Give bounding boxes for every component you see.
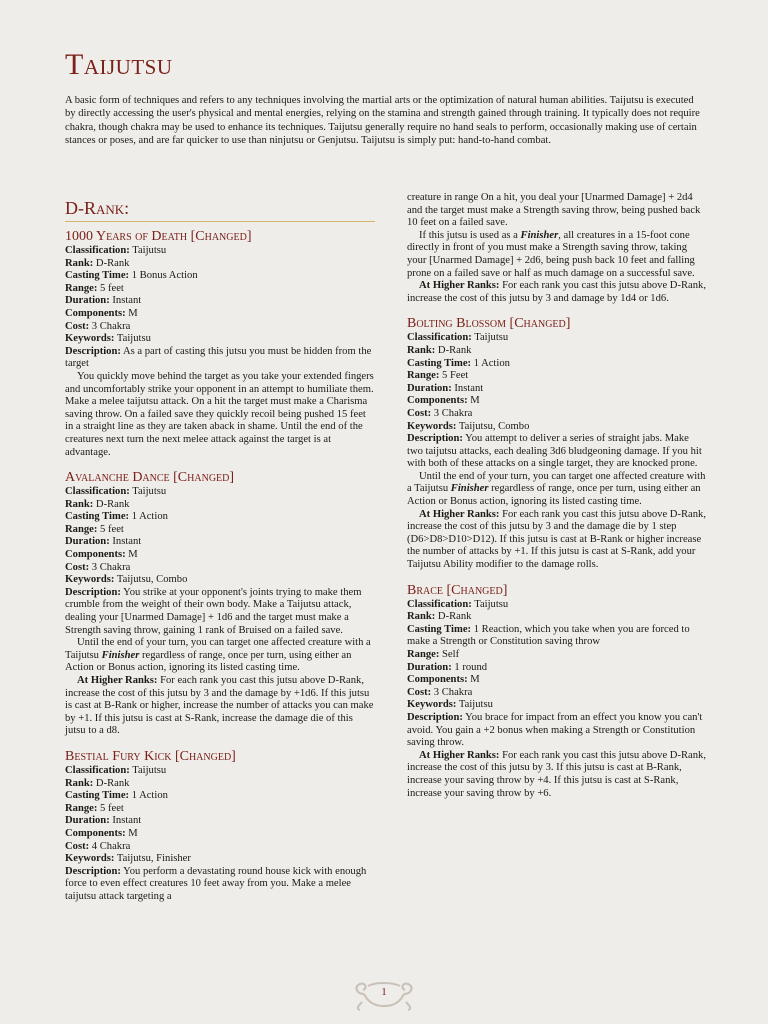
jutsu-entry [407,582,707,801]
page-number: 1 [381,986,387,998]
field-description: Description: You perform a devastating round house kick with enough force to even effect creatures 10 feet away from you. Make a melee taijutsu attack targeting a [65,865,367,902]
field-casting-time: Casting Time: 1 Action [407,357,510,369]
field-description: Description: You strike at your opponent's joints trying to make them crumble from the weight of their own body. Make a Taijutsu attack, dealing your [Unarmed Damage] + 1d6 and the target must make a Strength saving throw, gaining 1 rank of Bruised on a failed save. [65,586,362,636]
field-duration: Duration: Instant [65,815,142,827]
field-range: Range: 5 feet [65,282,124,294]
field-components: Components: M [65,827,138,839]
field-casting-time: Casting Time: 1 Bonus Action [65,270,198,282]
jutsu-entry [65,469,375,738]
field-cost: Cost: 3 Chakra [65,561,131,573]
field-components: Components: M [407,395,480,407]
field-cost: Cost: 4 Chakra [65,840,131,852]
higher-ranks: At Higher Ranks: For each rank you cast this jutsu above D-Rank, increase the cost of this jutsu by 3 and the damage by +1d6. If this jutsu is cast at B-Rank or higher, increase the number of attacks you can make by +1. If this jutsu is cast at S-Rank, increase the damage die of this jutsu to a d8. [65,675,374,737]
field-rank: Rank: D-Rank [407,344,472,356]
field-rank: Rank: D-Rank [65,257,130,269]
field-duration: Duration: Instant [65,295,142,307]
jutsu-entry [407,315,707,571]
body-paragraph: You quickly move behind the target as you take your extended fingers and uncomfortably strike your opponent in an attempt to humiliate them. Make a melee taijutsu attack. On a hit the target must make a Charisma saving throw. On a failed save they quickly recoil being pushed 15 feet in a straight line as they are taken aback in shame. Until the end of the creatures next turn the next melee attack against the target is at advantage. [65,370,374,458]
field-rank: Rank: D-Rank [65,777,130,789]
field-range: Range: Self [407,649,460,660]
field-components: Components: M [407,674,480,686]
field-casting-time: Casting Time: 1 Reaction, which you take when you are forced to make a Strength or Constitution saving throw [407,623,690,648]
right-column [407,192,707,800]
field-keywords: Keywords: Taijutsu, Combo [65,574,188,586]
body-paragraph: creature in range On a hit, you deal your [Unarmed Damage] + 2d4 and the target must make a Strength saving throw, being pushed back 10 feet on a failed save. [407,192,701,229]
jutsu-title: 1000 Years of Death [Changed] [65,229,252,244]
intro-paragraph: A basic form of techniques and refers to any techniques involving the martial arts or the optimization of natural human abilities. Taijutsu is executed by directly accessing the user's physical and mental energies, relying on the stamina and strength gained through training. It typically does not require chakra, though chakra may be used to enhance its techniques. Taijutsu generally require no hand seals to perform, occasionally making use of certain stances or poses, and are far quicker to use than ninjutsu or Genjutsu. Taijutsu is simply put: hand-to-hand combat. [65,95,700,147]
field-casting-time: Casting Time: 1 Action [65,511,168,523]
jutsu-title: Bestial Fury Kick [Changed] [65,748,236,764]
field-classification: Classification: Taijutsu [407,598,509,610]
jutsu-title: Bolting Blossom [Changed] [407,316,571,332]
higher-ranks: At Higher Ranks: For each rank you cast this jutsu above D-Rank, increase the cost of this jutsu by 3 and the damage die by 1 step (D6>D8>D10>D12). If this jutsu is cast at B-Rank or higher increase the number of attacks by +1. If this jutsu is cast at S-Rank, add your Taijutsu Ability modifier to the damage rolls. [407,508,706,571]
jutsu-entry [65,228,375,459]
field-range: Range: 5 Feet [407,370,469,382]
field-duration: Duration: 1 round [407,661,488,673]
field-range: Range: 5 feet [65,802,124,814]
field-duration: Duration: Instant [65,536,142,548]
field-cost: Cost: 3 Chakra [65,320,131,332]
field-description: Description: You attempt to deliver a series of straight jabs. Make two taijutsu attacks, each dealing 3d6 bludgeoning damage. If you hit with both of these attacks on a single target, they are knocked prone. [407,433,702,470]
body-paragraph: If this jutsu is used as a Finisher, all creatures in a 15-foot cone directly in front of you must make a Strength saving throw, taking your [Unarmed Damage] + 2d6, being push back 10 feet and falling prone on a failed save or half as much damage on a successful save. [407,229,695,279]
field-components: Components: M [65,549,138,561]
jutsu-title: Brace [Changed] [407,582,508,598]
jutsu-title: Avalanche Dance [Changed] [65,470,235,486]
field-description: Description: You brace for impact from an effect you know you can't avoid. You gain a +2 bonus when making a Strength or Constitution saving throw. [407,711,703,749]
field-keywords: Keywords: Taijutsu [65,333,151,345]
field-rank: Rank: D-Rank [65,498,130,510]
higher-ranks: At Higher Ranks: For each rank you cast this jutsu above D-Rank, increase the cost of this jutsu by 3 and damage by 1d4 or 1d6. [407,280,706,304]
body-paragraph: Until the end of your turn, you can target one affected creature with a Taijutsu Finisher regardless of range, once per turn, using either an Action or Bonus action, ignoring its listed casting time. [407,470,706,508]
jutsu-entry [65,748,375,904]
rank-heading: D-Rank: [65,197,375,222]
field-classification: Classification: Taijutsu [407,332,509,344]
field-keywords: Keywords: Taijutsu, Finisher [65,853,191,865]
page-footer [350,976,418,1012]
page-title: Taijutsu [65,48,173,81]
field-classification: Classification: Taijutsu [65,764,167,776]
field-rank: Rank: D-Rank [407,611,472,623]
higher-ranks: At Higher Ranks: For each rank you cast this jutsu above D-Rank, increase the cost of this jutsu by 3. If this jutsu is cast at B-Rank, increase your saving throw by +4. If this jutsu is cast at S-Rank, increase your saving throw by +6. [407,749,706,799]
body-paragraph: Until the end of your turn, you can target one affected creature with a Taijutsu Finisher regardless of range, once per turn, using either an Action or Bonus action, ignoring its listed casting time. [65,637,371,674]
field-keywords: Keywords: Taijutsu [407,699,493,711]
field-classification: Classification: Taijutsu [65,245,167,256]
field-cost: Cost: 3 Chakra [407,407,473,419]
field-components: Components: M [65,307,138,319]
field-duration: Duration: Instant [407,382,484,394]
left-column [65,197,375,904]
field-classification: Classification: Taijutsu [65,486,167,498]
field-description: Description: As a part of casting this jutsu you must be hidden from the target [65,345,372,370]
field-range: Range: 5 feet [65,523,124,535]
field-cost: Cost: 3 Chakra [407,686,473,698]
field-keywords: Keywords: Taijutsu, Combo [407,420,530,432]
field-casting-time: Casting Time: 1 Action [65,790,168,802]
